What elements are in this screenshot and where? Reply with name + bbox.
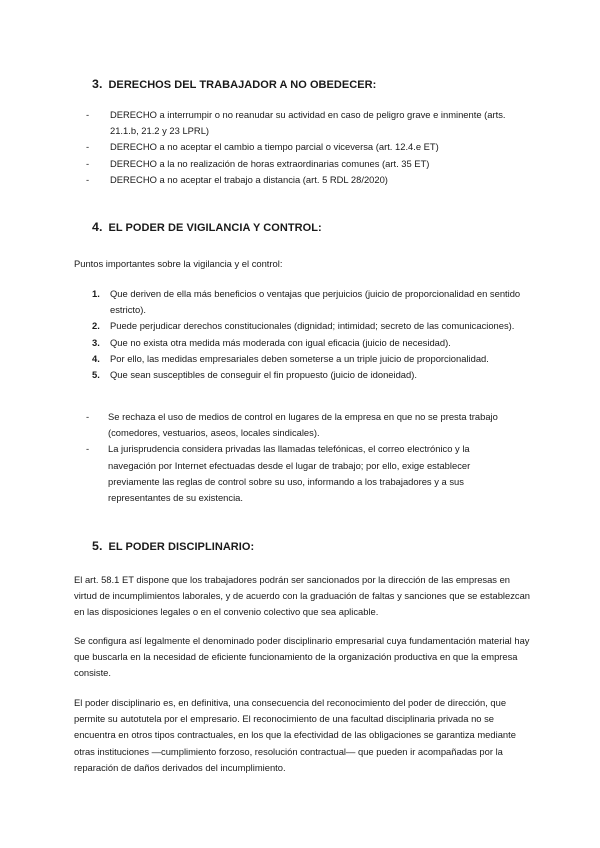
section-3-title: DERECHOS DEL TRABAJADOR A NO OBEDECER:	[108, 79, 377, 91]
list-item: - DERECHO a interrumpir o no reanudar su actividad en caso de peligro grave e inminente (arts. 21.1.b, 21.2 y 23 LPRL)	[86, 109, 506, 137]
section-4-intro: Puntos importantes sobre la vigilancia y el control:	[74, 258, 283, 269]
section-4-number: 4.	[92, 220, 103, 234]
section-5-paragraph-1: El art. 58.1 ET dispone que los trabajadores podrán ser sancionados por la dirección de las empresas en virtud de incumplimientos laborales, y de acuerdo con la graduación de faltas y sanciones que se establezcan en las disposiciones legales o en el convenio colectivo que sea aplicable.	[74, 574, 531, 618]
list-item: 1. Que deriven de ella más beneficios o ventajas que perjuicios (juicio de proporcionalidad en sentido estricto).	[92, 288, 521, 316]
list-item: - DERECHO a no aceptar el trabajo a distancia (art. 5 RDL 28/2020)	[86, 173, 388, 185]
section-5-heading	[92, 538, 254, 555]
section-4-bullet-list	[86, 409, 520, 506]
section-3-list	[86, 107, 526, 188]
section-5-paragraph-3: El poder disciplinario es, en definitiva, una consecuencia del reconocimiento del poder de dirección, que permite su autotutela por el empresario. El reconocimiento de una facultad disciplinaria privada no se encuentra en otros tipos contractuales, en los que la efectividad de las obligaciones se garantiza mediante otras instituciones —cumplimiento forzoso, resolución contractual— que pueden ir acompañadas por la reparación de daños derivados del incumplimiento.	[74, 697, 516, 773]
section-3-number: 3.	[92, 77, 103, 91]
list-item: 5. Que sean susceptibles de conseguir el fin propuesto (juicio de idoneidad).	[92, 369, 417, 381]
list-item: 4. Por ello, las medidas empresariales deben someterse a un triple juicio de proporcionalidad.	[92, 352, 489, 364]
list-item: - La jurisprudencia considera privadas las llamadas telefónicas, el correo electrónico y la navegación por Internet efectuadas desde el lugar de trabajo; por ello, exige establecer previamente las reglas de control sobre su uso, informando a los trabajadores y a sus representantes de su existencia.	[86, 443, 471, 504]
section-4-numbered-list	[92, 286, 522, 383]
list-item: 2. Puede perjudicar derechos constitucionales (dignidad; intimidad; secreto de las comunicaciones).	[92, 320, 515, 332]
list-item: - Se rechaza el uso de medios de control en lugares de la empresa en que no se presta trabajo (comedores, vestuarios, aseos, locales sindicales).	[86, 411, 498, 439]
section-4-heading	[92, 219, 322, 236]
list-item: 3. Que no exista otra medida más moderada con igual eficacia (juicio de necesidad).	[92, 336, 451, 348]
section-5-number: 5.	[92, 539, 103, 553]
section-5-title: EL PODER DISCIPLINARIO:	[108, 541, 255, 553]
list-item: - DERECHO a no aceptar el cambio a tiempo parcial o viceversa (art. 12.4.e ET)	[86, 141, 439, 153]
list-item: - DERECHO a la no realización de horas extraordinarias comunes (art. 35 ET)	[86, 157, 430, 169]
section-4-title: EL PODER DE VIGILANCIA Y CONTROL:	[108, 222, 322, 234]
section-3-heading	[92, 76, 376, 93]
section-5-paragraph-2: Se configura así legalmente el denominado poder disciplinario empresarial cuya fundamentación material hay que buscarla en la necesidad de eficiente funcionamiento de la organización productiva en que la empresa consiste.	[74, 635, 530, 679]
